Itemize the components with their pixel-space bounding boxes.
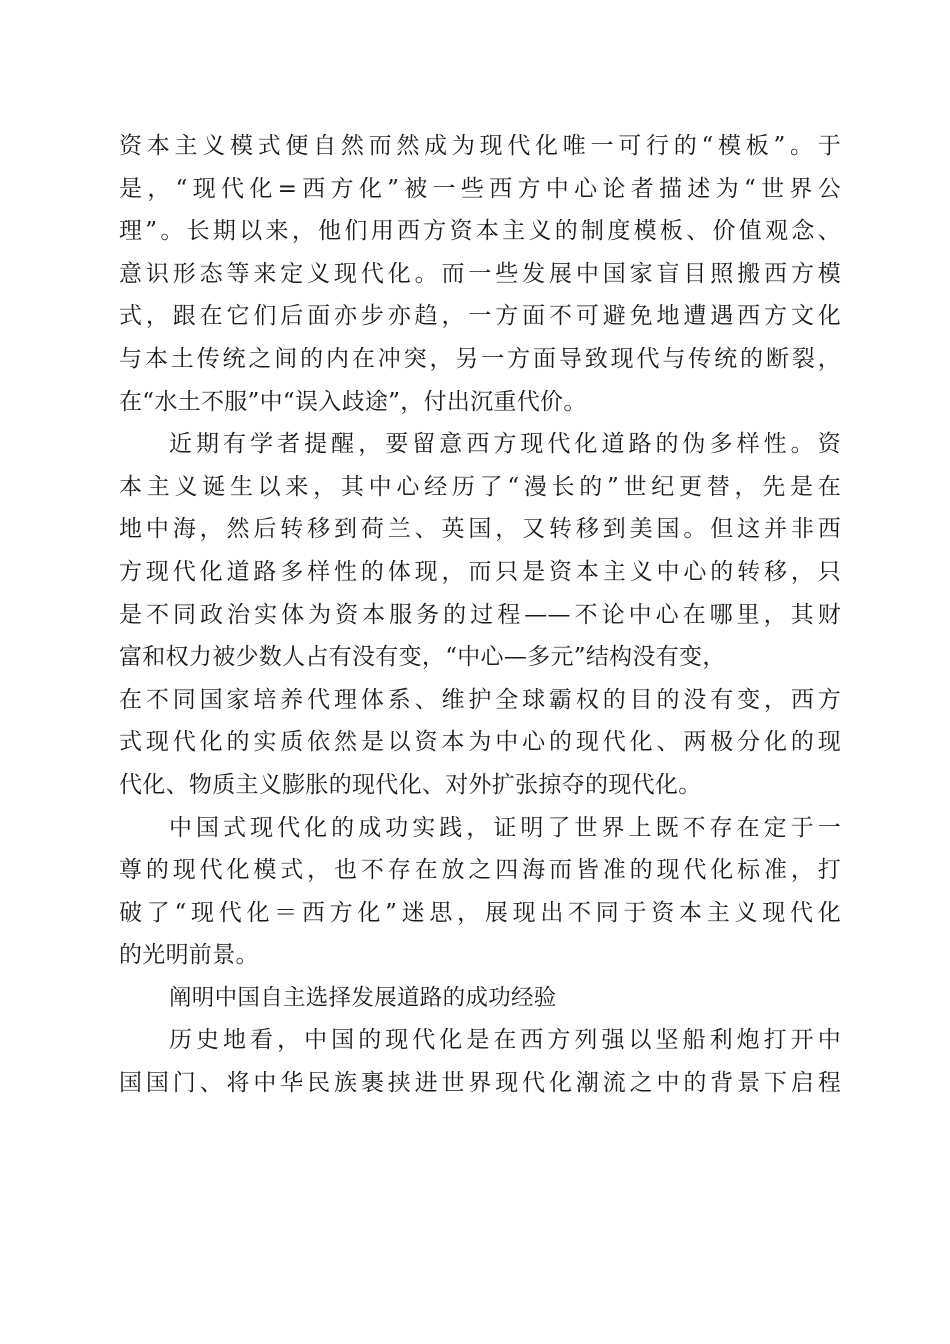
paragraph-line: 理”。长期以来，他们用西方资本主义的制度模板、价值观念、 (119, 218, 841, 245)
paragraph-line: 与本土传统之间的内在冲突，另一方面导致现代与传统的断裂， (119, 345, 841, 372)
paragraph-line: 历史地看，中国的现代化是在西方列强以坚船利炮打开中 (169, 1027, 841, 1054)
paragraph-1 (119, 125, 841, 423)
paragraph-line: 中国式现代化的成功实践，证明了世界上既不存在定于一 (169, 814, 841, 841)
paragraph-line: 的光明前景。 (119, 942, 259, 969)
paragraph-line: 尊的现代化模式，也不存在放之四海而皆准的现代化标准，打 (119, 857, 841, 884)
section-heading: 阐明中国自主选择发展道路的成功经验 (169, 984, 557, 1011)
paragraph-line: 本主义诞生以来，其中心经历了“漫长的”世纪更替，先是在 (119, 473, 841, 500)
paragraph-line: 是，“现代化=西方化”被一些西方中心论者描述为“世界公 (119, 175, 841, 202)
paragraph-line: 富和权力被少数人占有没有变，“中心—多元”结构没有变， (119, 644, 726, 671)
paragraph-line: 式，跟在它们后面亦步亦趋，一方面不可避免地遭遇西方文化 (119, 303, 841, 330)
paragraph-3 (119, 807, 841, 977)
paragraph-line: 近期有学者提醒，要留意西方现代化道路的伪多样性。资 (169, 431, 841, 458)
paragraph-4 (119, 1019, 841, 1104)
paragraph-line: 地中海，然后转移到荷兰、英国，又转移到美国。但这并非西 (119, 516, 841, 543)
paragraph-line: 是不同政治实体为资本服务的过程——不论中心在哪里，其财 (119, 601, 841, 628)
paragraph-line: 资本主义模式便自然而然成为现代化唯一可行的“模板”。于 (119, 133, 841, 159)
document-page (119, 125, 841, 1105)
paragraph-line: 式现代化的实质依然是以资本为中心的现代化、两极分化的现 (119, 729, 841, 756)
paragraph-line: 意识形态等来定义现代化。而一些发展中国家盲目照搬西方模 (119, 260, 841, 287)
paragraph-2 (119, 423, 841, 806)
paragraph-line: 方现代化道路多样性的体现，而只是资本主义中心的转移，只 (119, 558, 841, 585)
paragraph-line: 破了“现代化＝西方化”迷思，展现出不同于资本主义现代化 (119, 899, 841, 926)
paragraph-line: 代化、物质主义膨胀的现代化、对外扩张掠夺的现代化。 (119, 771, 702, 798)
paragraph-line: 国国门、将中华民族裹挟进世界现代化潮流之中的背景下启程 (119, 1070, 841, 1097)
paragraph-line: 在不同国家培养代理体系、维护全球霸权的目的没有变，西方 (119, 686, 841, 713)
paragraph-line: 在“水土不服”中“误入歧途”，付出沉重代价。 (119, 388, 587, 415)
